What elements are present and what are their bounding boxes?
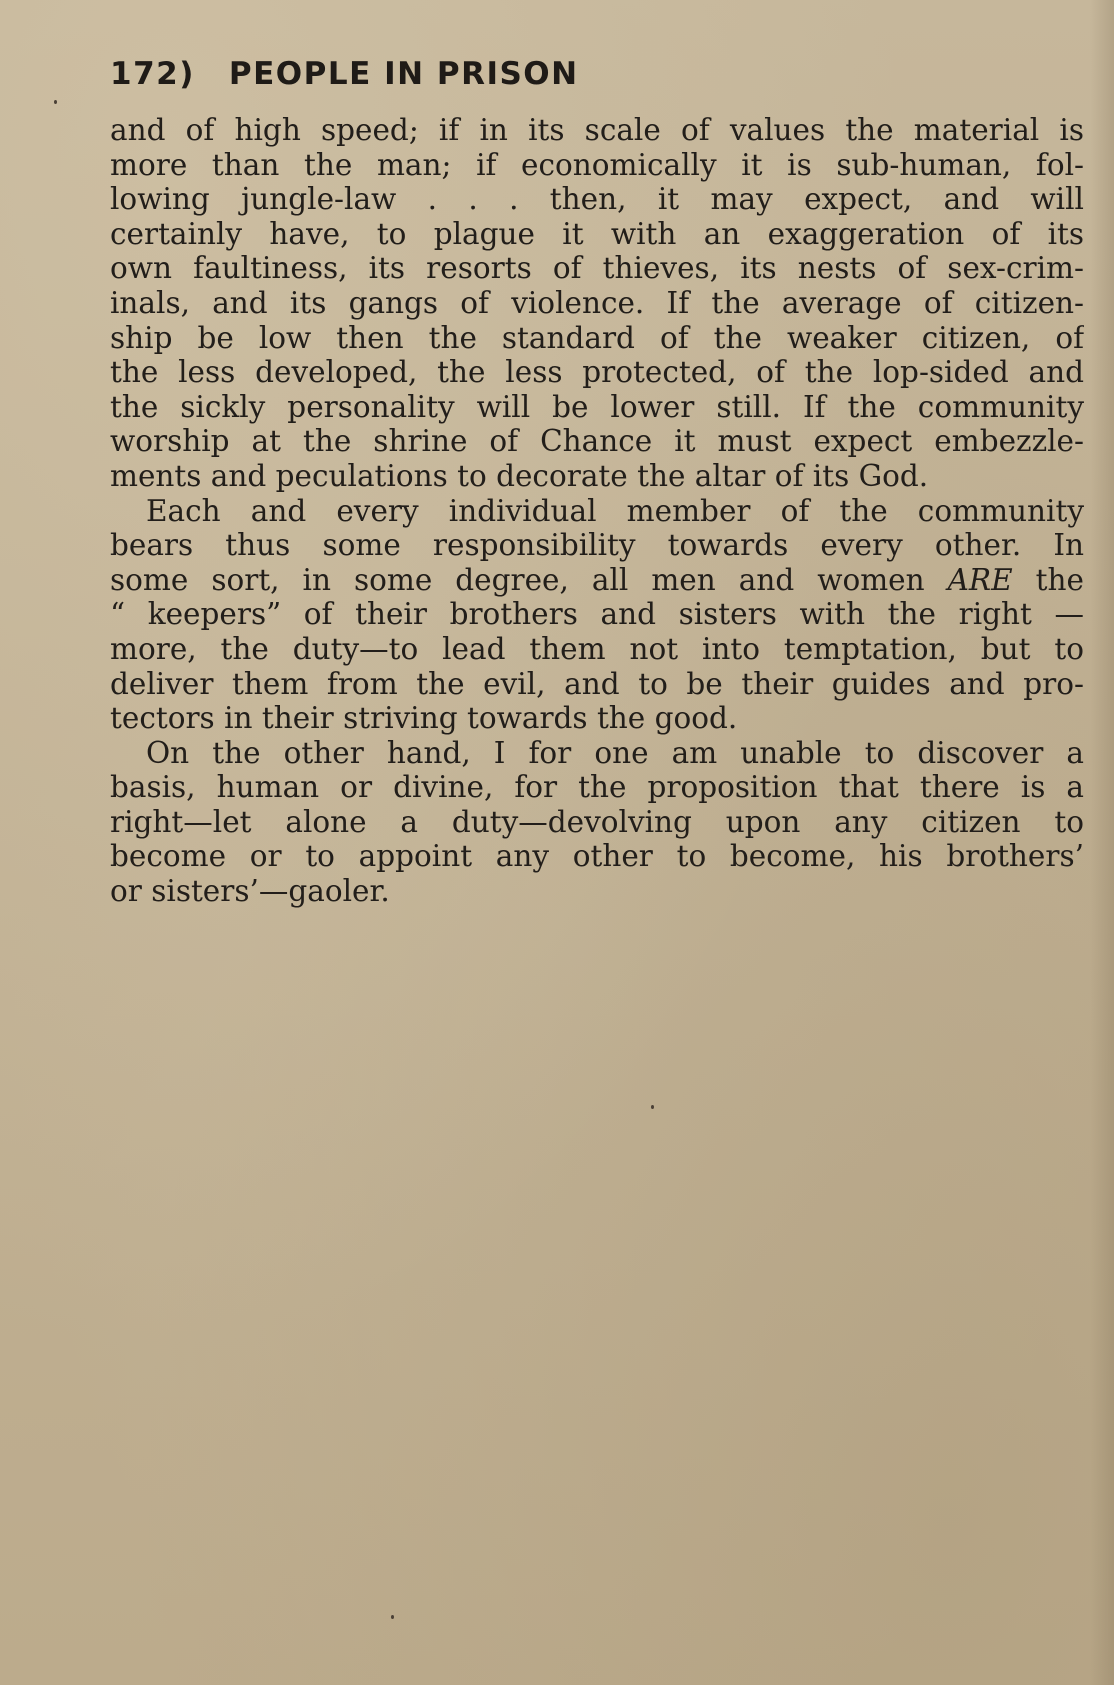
text-line: certainly have, to plague it with an exaggeration of its — [110, 216, 1084, 251]
paper-speck — [651, 1105, 654, 1109]
paper-speck — [391, 1615, 394, 1619]
text-line: the sickly personality will be lower still. If the community — [110, 389, 1084, 424]
text-line: basis, human or divine, for the proposition that there is a — [110, 770, 1084, 805]
page-header — [110, 56, 579, 92]
emphasis: ARE — [947, 562, 1013, 597]
text-line: ship be low then the standard of the weaker citizen, of — [110, 320, 1084, 355]
text-line: the less developed, the less protected, of the lop-sided and — [110, 355, 1084, 390]
text-line: some sort, in some degree, all men and women ARE the — [110, 562, 1084, 597]
text-line: become or to appoint any other to become, his brothers’ — [110, 839, 1084, 874]
text-line: ments and peculations to decorate the altar of its God. — [110, 458, 929, 493]
body-text — [110, 113, 1084, 909]
page-edge-shadow — [1090, 0, 1114, 1685]
text-line: inals, and its gangs of violence. If the average of citizen- — [110, 285, 1084, 320]
text-line: or sisters’—gaoler. — [110, 874, 390, 909]
text-line: own faultiness, its resorts of thieves, its nests of sex-crim- — [110, 251, 1084, 286]
text-line: bears thus some responsibility towards every other. In — [110, 528, 1084, 563]
text-line: more, the duty—to lead them not into temptation, but to — [110, 631, 1084, 666]
text-line: more than the man; if economically it is sub-human, fol- — [110, 147, 1084, 182]
text-line: tectors in their striving towards the good. — [110, 701, 738, 736]
text-line: and of high speed; if in its scale of values the material is — [110, 113, 1084, 147]
text-line: lowing jungle-law . . . then, it may expect, and will — [110, 182, 1084, 217]
text-line: “ keepers” of their brothers and sisters with the right — — [110, 597, 1084, 632]
text-line: deliver them from the evil, and to be their guides and pro- — [110, 666, 1084, 701]
running-title: PEOPLE IN PRISON — [228, 56, 579, 92]
paper-speck — [54, 100, 57, 104]
text-line: On the other hand, I for one am unable to discover a — [146, 735, 1084, 770]
text-line: right—let alone a duty—devolving upon any citizen to — [110, 804, 1084, 839]
text-line: worship at the shrine of Chance it must expect embezzle- — [110, 424, 1084, 459]
text-line: Each and every individual member of the community — [146, 493, 1084, 528]
page-number: 172) — [110, 56, 195, 92]
